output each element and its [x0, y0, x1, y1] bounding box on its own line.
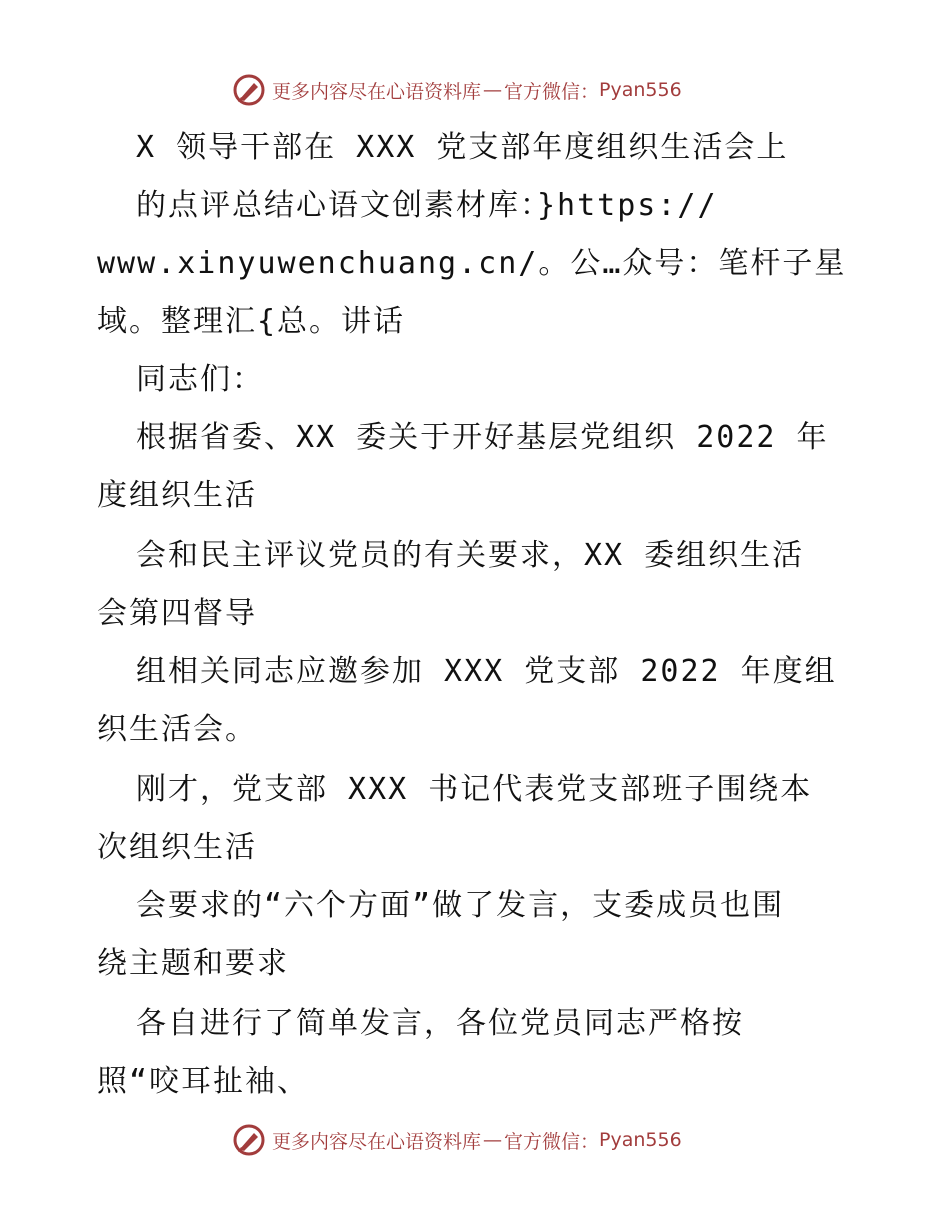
text-line: 照“咬耳扯袖、	[97, 1064, 310, 1099]
text-line: 同志们：	[136, 362, 264, 397]
text-line: 绕主题和要求	[97, 946, 289, 981]
text-line: 度组织生活	[97, 478, 257, 513]
watermark-wechat-id: Pyan556	[599, 1129, 682, 1151]
header-watermark	[232, 72, 752, 108]
text-line: 各自进行了简单发言，各位党员同志严格按	[136, 1006, 744, 1041]
text-line: X 领导干部在 XXX 党支部年度组织生活会上	[136, 130, 789, 165]
text-line: 刚才，党支部 XXX 书记代表党支部班子围绕本	[136, 772, 813, 807]
text-line: 的点评总结心语文创素材库：}https://	[136, 188, 718, 223]
watermark-main-text: 更多内容尽在心语资料库	[272, 80, 482, 103]
text-line: 会要求的“六个方面”做了发言，支委成员也围	[136, 888, 785, 923]
watermark-separator: —	[483, 1129, 503, 1151]
watermark-main-text: 更多内容尽在心语资料库	[272, 1130, 482, 1153]
text-line: 会和民主评议党员的有关要求，XX 委组织生活	[136, 538, 805, 573]
pen-logo-icon	[232, 73, 266, 107]
text-line: www.xinyuwenchuang.cn/。公…众号：笔杆子星	[97, 246, 847, 281]
text-line: 域。整理汇{总。讲话	[97, 304, 406, 339]
text-line: 织生活会。	[97, 712, 257, 747]
footer-watermark	[232, 1122, 752, 1158]
text-line: 根据省委、XX 委关于开好基层党组织 2022 年	[136, 420, 829, 455]
text-line: 会第四督导	[97, 596, 257, 631]
watermark-separator: —	[483, 79, 503, 101]
watermark-wechat-id: Pyan556	[599, 79, 682, 101]
watermark-official-label: 官方微信：	[504, 1130, 600, 1153]
pen-logo-icon	[232, 1123, 266, 1157]
watermark-official-label: 官方微信：	[504, 80, 600, 103]
text-line: 组相关同志应邀参加 XXX 党支部 2022 年度组	[136, 654, 837, 689]
text-line: 次组织生活	[97, 830, 257, 865]
